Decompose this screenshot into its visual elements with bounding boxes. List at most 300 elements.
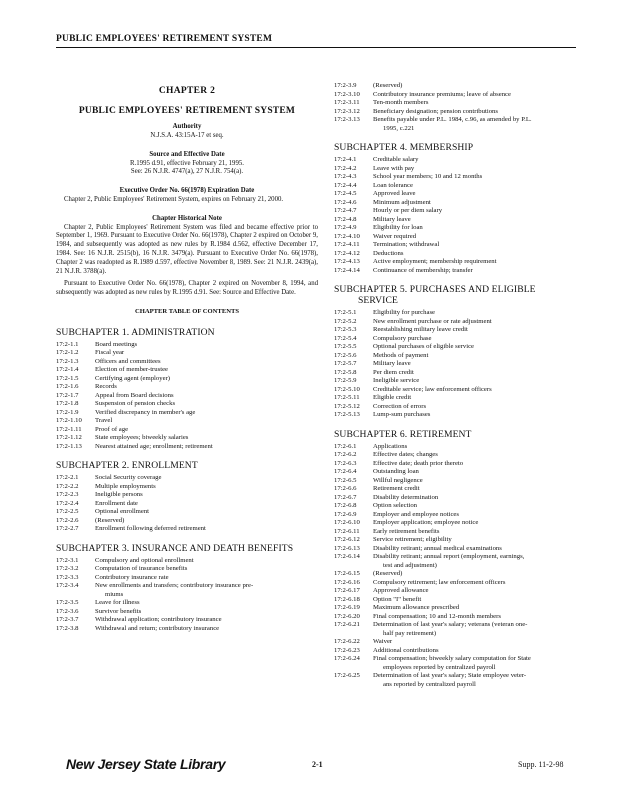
section-title xyxy=(373,647,578,656)
toc-row xyxy=(334,403,578,412)
section-title-text: Nearest attained age; enrollment; retirement xyxy=(95,442,213,450)
toc-row xyxy=(56,500,318,509)
section-number: 17:2-1.3 xyxy=(56,357,79,365)
section-list xyxy=(334,156,578,275)
page-number: 2-1 xyxy=(312,760,323,769)
section-title-text: Methods of payment xyxy=(373,351,429,359)
toc-row xyxy=(56,409,318,418)
section-number: 17:2-4.5 xyxy=(334,190,357,197)
section-title xyxy=(373,638,578,647)
section-title-text: Disability retirant; annual report (employment, earnings, xyxy=(373,553,525,560)
section-number: 17:2-5.1 xyxy=(334,309,357,316)
subchapter-heading xyxy=(56,460,318,471)
section-title xyxy=(373,403,578,412)
section-number: 17:2-4.2 xyxy=(334,164,357,172)
toc-row xyxy=(334,468,578,477)
toc-row xyxy=(334,82,578,91)
toc-row xyxy=(334,394,578,403)
section-title-text: Option selection xyxy=(373,502,418,509)
toc-row xyxy=(334,250,578,259)
subchapter-block xyxy=(334,142,578,275)
section-title-text: School year members; 10 and 12 months xyxy=(373,173,483,180)
section-title-text: Suspension of pension checks xyxy=(95,400,176,408)
section-title xyxy=(373,604,578,613)
section-title xyxy=(373,494,578,503)
toc-row xyxy=(334,267,578,276)
authority-text: N.J.S.A. 43:15A-17 et seq. xyxy=(150,132,224,139)
section-title-text: Contributory insurance premiums; leave of absence xyxy=(373,90,511,98)
history-heading: Chapter Historical Note xyxy=(152,214,222,222)
section-title xyxy=(95,565,318,574)
section-number: 17:2-4.7 xyxy=(334,207,357,214)
chapter-label: CHAPTER 2 xyxy=(158,86,216,96)
section-title-continued: ans reported by centralized payroll xyxy=(383,680,476,688)
toc-row xyxy=(334,477,578,486)
section-number: 17:2-5.4 xyxy=(334,334,357,342)
section-title xyxy=(95,400,318,409)
section-number: 17:2-6.1 xyxy=(334,442,357,450)
toc-row xyxy=(334,647,578,656)
section-title xyxy=(373,267,578,276)
section-number: 17:2-5.10 xyxy=(334,385,360,393)
section-title-text: Employer application; employee notice xyxy=(373,519,479,526)
section-title-text: Creditable service; law enforcement officers xyxy=(373,385,492,393)
section-title xyxy=(373,468,578,477)
toc-row xyxy=(56,434,318,443)
toc-row xyxy=(56,557,318,566)
toc-row xyxy=(334,241,578,250)
section-title-text: Proof of age xyxy=(95,425,129,433)
section-number: 17:2-2.3 xyxy=(56,491,79,499)
section-title-text: Compulsory retirement; law enforcement officers xyxy=(373,578,506,586)
toc-row xyxy=(334,553,578,570)
section-title-text: Eligibility for loan xyxy=(373,224,423,231)
section-title xyxy=(373,352,578,361)
section-title xyxy=(373,587,578,596)
section-number: 17:2-5.9 xyxy=(334,377,357,384)
toc-row xyxy=(334,116,578,133)
section-number: 17:2-1.8 xyxy=(56,400,79,408)
section-title-text: Willful negligence xyxy=(373,476,423,484)
toc-heading: CHAPTER TABLE OF CONTENTS xyxy=(134,307,240,315)
section-title xyxy=(95,517,318,526)
section-number: 17:2-1.9 xyxy=(56,408,79,416)
toc-row xyxy=(334,494,578,503)
section-title xyxy=(373,343,578,352)
section-title xyxy=(373,579,578,588)
eo-text: Chapter 2, Public Employees' Retirement System, expires on February 21, 2000. xyxy=(64,195,284,203)
toc-row xyxy=(56,616,318,625)
section-number: 17:2-1.13 xyxy=(56,442,82,450)
section-title-text: Additional contributions xyxy=(373,646,439,654)
toc-row xyxy=(56,383,318,392)
section-title xyxy=(95,574,318,583)
toc-row xyxy=(334,91,578,100)
section-title xyxy=(373,165,578,174)
subchapter-block xyxy=(334,429,578,690)
toc-row xyxy=(56,565,318,574)
section-number: 17:2-1.1 xyxy=(56,340,79,348)
section-title xyxy=(373,108,578,117)
section-title-text: Determination of last year's salary; veterans (veteran one- xyxy=(373,621,528,628)
section-title-text: Final compensation; 10 and 12-month members xyxy=(373,612,501,620)
section-number: 17:2-3.10 xyxy=(334,90,360,98)
section-number: 17:2-6.9 xyxy=(334,510,357,518)
section-number: 17:2-3.5 xyxy=(56,599,79,607)
chapter-title: PUBLIC EMPLOYEES' RETIREMENT SYSTEM xyxy=(78,106,296,116)
section-title xyxy=(373,570,578,579)
section-title-text: Ineligible service xyxy=(373,377,420,384)
section-title-text: Approved allowance xyxy=(373,587,429,594)
toc-row xyxy=(334,343,578,352)
section-number: 17:2-5.11 xyxy=(334,394,360,401)
section-title-text: Continuance of membership; transfer xyxy=(373,266,473,274)
section-title-text: Eligible credit xyxy=(373,394,412,401)
toc-row xyxy=(334,108,578,117)
toc-row xyxy=(334,485,578,494)
toc-row xyxy=(56,443,318,452)
section-title-text: Correction of errors xyxy=(373,402,427,410)
section-title-text: Outstanding loan xyxy=(373,468,419,475)
section-title xyxy=(373,411,578,420)
section-title xyxy=(373,485,578,494)
toc-row xyxy=(334,173,578,182)
section-number: 17:2-4.9 xyxy=(334,224,357,231)
section-title xyxy=(95,483,318,492)
section-number: 17:2-3.13 xyxy=(334,116,360,123)
section-number: 17:2-6.18 xyxy=(334,595,360,603)
section-number: 17:2-6.23 xyxy=(334,646,360,654)
section-number: 17:2-5.12 xyxy=(334,402,360,410)
section-title xyxy=(95,434,318,443)
toc-row xyxy=(56,417,318,426)
section-title-text: Board meetings xyxy=(95,340,138,348)
section-number: 17:2-6.14 xyxy=(334,553,360,560)
section-number: 17:2-3.11 xyxy=(334,99,360,106)
section-title xyxy=(373,199,578,208)
section-title xyxy=(373,386,578,395)
toc-row xyxy=(334,519,578,528)
subchapter-heading-text: SUBCHAPTER 3. INSURANCE AND DEATH BENEFITS xyxy=(56,542,294,554)
section-title xyxy=(95,366,318,375)
toc-row xyxy=(334,443,578,452)
toc-row xyxy=(56,574,318,583)
right-column xyxy=(334,82,578,698)
left-subchapters xyxy=(56,327,318,634)
section-number: 17:2-1.7 xyxy=(56,391,79,399)
section-number: 17:2-3.4 xyxy=(56,582,79,590)
toc-row xyxy=(334,156,578,165)
section-title-text: Applications xyxy=(373,442,408,450)
toc-row xyxy=(334,360,578,369)
section-number: 17:2-4.6 xyxy=(334,198,357,206)
section-title xyxy=(373,224,578,233)
section-number: 17:2-6.19 xyxy=(334,604,360,611)
toc-row xyxy=(334,216,578,225)
section-title xyxy=(95,474,318,483)
section-number: 17:2-3.8 xyxy=(56,624,79,632)
section-title xyxy=(373,672,578,689)
section-title-text: Final compensation; biweekly salary computation for State xyxy=(373,655,531,662)
toc-row xyxy=(334,224,578,233)
toc-row xyxy=(56,599,318,608)
section-number: 17:2-1.6 xyxy=(56,383,79,391)
section-title-text: Deductions xyxy=(373,249,404,257)
toc-row xyxy=(56,349,318,358)
toc-row xyxy=(56,358,318,367)
subchapter-heading xyxy=(56,327,318,338)
section-title xyxy=(373,377,578,386)
section-title xyxy=(95,349,318,358)
section-number: 17:2-4.10 xyxy=(334,232,360,240)
section-number: 17:2-6.24 xyxy=(334,655,360,662)
toc-row xyxy=(334,613,578,622)
section-title-text: Leave with pay xyxy=(373,164,415,172)
section-title-text: Social Security coverage xyxy=(95,474,162,482)
section-title-text: Employer and employee notices xyxy=(373,510,459,518)
section-list xyxy=(334,443,578,690)
section-number: 17:2-6.22 xyxy=(334,638,360,645)
section-number: 17:2-6.11 xyxy=(334,527,360,535)
section-title-text: (Reserved) xyxy=(373,570,403,577)
section-title-text: Hourly or per diem salary xyxy=(373,207,443,214)
section-title-text: Beneficiary designation; pension contributions xyxy=(373,107,498,115)
section-number: 17:2-6.16 xyxy=(334,578,360,586)
toc-row xyxy=(334,672,578,689)
section-title-text: Eligibility for purchase xyxy=(373,309,436,316)
section-number: 17:2-4.4 xyxy=(334,181,357,189)
section-title-continued: miums xyxy=(105,590,124,598)
section-title-text: Benefits payable under P.L. 1984, c.96, as amended by P.L. xyxy=(373,116,532,123)
section-title xyxy=(95,341,318,350)
section-title-text: Enrollment following deferred retirement xyxy=(95,525,206,533)
toc-row xyxy=(56,375,318,384)
section-title xyxy=(373,99,578,108)
section-number: 17:2-1.2 xyxy=(56,349,79,357)
section-number: 17:2-5.2 xyxy=(334,317,357,325)
section-title-text: Lump-sum purchases xyxy=(373,411,431,418)
section-title xyxy=(95,599,318,608)
section-title-text: Per diem credit xyxy=(373,368,414,376)
toc-row xyxy=(334,386,578,395)
toc-row xyxy=(56,426,318,435)
section-number: 17:2-6.10 xyxy=(334,519,360,526)
toc-row xyxy=(334,207,578,216)
section-title-text: New enrollment purchase or rate adjustment xyxy=(373,317,492,325)
section-title xyxy=(373,258,578,267)
section-title-text: Certifying agent (employer) xyxy=(95,374,171,382)
section-title xyxy=(373,326,578,335)
section-title-text: Disability retirant; annual medical examinations xyxy=(373,544,502,552)
section-title xyxy=(95,525,318,534)
section-list xyxy=(56,474,318,534)
toc-row xyxy=(334,318,578,327)
section-title xyxy=(373,596,578,605)
section-title xyxy=(95,500,318,509)
section-title xyxy=(373,536,578,545)
section-title-text: Fiscal year xyxy=(95,349,125,357)
toc-row xyxy=(56,582,318,599)
section-title-text: New enrollments and transfers; contributory insurance pre- xyxy=(95,582,254,590)
section-number: 17:2-3.7 xyxy=(56,616,79,624)
history-paragraph-1: Chapter 2, Public Employees' Retirement System was filed and became effective prior to September 1, 1969. Pursuant to Executive Order No. 66(1978), Chapter 2 expired on October 9, 1984, and subsequently was adopted as new rules by R.1984 d.562, effective December 17, 1984. See: 16 N.J.R. 2515(b), 16 N.J.R. 3479(a). Pursuant to Executive Order No. 66(1978), Chapter 2 was readopted as R.1989 d.597, effective November 8, 1989. See: 21 N.J.R. 2439(a), 21 N.J.R. 3788(a). xyxy=(56,223,318,275)
section-title-text: Multiple employments xyxy=(95,482,156,490)
section-title-text: Minimum adjustment xyxy=(373,198,431,206)
toc-row xyxy=(334,536,578,545)
section-number: 17:2-3.3 xyxy=(56,573,79,581)
source-line-1: R.1995 d.91, effective February 21, 1995. xyxy=(130,159,244,167)
section-number: 17:2-6.4 xyxy=(334,468,357,475)
subchapter-block xyxy=(56,543,318,634)
section-title-text: Leave for illness xyxy=(95,599,140,607)
section-title-text: Enrollment date xyxy=(95,499,138,507)
section-number: 17:2-4.13 xyxy=(334,258,360,265)
section-title xyxy=(95,443,318,452)
toc-row xyxy=(334,587,578,596)
section-title xyxy=(373,182,578,191)
section-number: 17:2-5.13 xyxy=(334,411,360,418)
toc-row xyxy=(334,309,578,318)
source-heading: Source and Effective Date xyxy=(149,150,225,158)
section-title xyxy=(373,369,578,378)
section-title-text: Termination; withdrawal xyxy=(373,241,440,248)
subchapter-block xyxy=(334,284,578,420)
section-title-text: Appeal from Board decisions xyxy=(95,391,174,399)
section-number: 17:2-2.6 xyxy=(56,516,79,524)
section-title xyxy=(95,383,318,392)
toc-row xyxy=(56,525,318,534)
section-number: 17:2-4.12 xyxy=(334,249,360,257)
section-title xyxy=(373,156,578,165)
section-title-text: Survivor benefits xyxy=(95,607,142,615)
subchapter-heading xyxy=(334,142,578,153)
section-list xyxy=(334,82,578,133)
section-title xyxy=(373,173,578,182)
section-title xyxy=(95,616,318,625)
section-title xyxy=(373,318,578,327)
section-title-text: Approved leave xyxy=(373,190,416,197)
section-title xyxy=(373,502,578,511)
toc-row xyxy=(334,638,578,647)
subchapter-block xyxy=(56,327,318,452)
section-number: 17:2-6.6 xyxy=(334,485,357,492)
toc-row xyxy=(334,377,578,386)
section-title-continued: 1995, c.221 xyxy=(383,124,415,132)
section-title-text: Retirement credit xyxy=(373,485,420,492)
toc-row xyxy=(56,483,318,492)
toc-row xyxy=(334,511,578,520)
section-number: 17:2-3.1 xyxy=(56,556,79,564)
section-title xyxy=(373,335,578,344)
section-title-text: Effective date; death prior thereto xyxy=(373,459,464,467)
section-number: 17:2-4.8 xyxy=(334,215,357,223)
section-title-text: Waiver xyxy=(373,638,393,645)
left-column xyxy=(56,82,318,642)
toc-row xyxy=(334,258,578,267)
section-title-continued: half pay retirement) xyxy=(383,629,437,637)
section-title-text: Waiver required xyxy=(373,232,417,240)
section-number: 17:2-4.1 xyxy=(334,156,357,163)
section-title-text: Compulsory and optional enrollment xyxy=(95,556,194,564)
subchapter-heading-text: SUBCHAPTER 2. ENROLLMENT xyxy=(56,460,198,472)
section-number: 17:2-2.7 xyxy=(56,525,79,533)
section-title-text: Maximum allowance prescribed xyxy=(373,604,460,611)
section-number: 17:2-6.20 xyxy=(334,612,360,620)
section-number: 17:2-5.5 xyxy=(334,343,357,350)
section-number: 17:2-5.6 xyxy=(334,351,357,359)
eo-heading: Executive Order No. 66(1978) Expiration Date xyxy=(119,186,255,194)
section-title xyxy=(95,375,318,384)
section-title xyxy=(373,116,578,133)
section-title xyxy=(373,460,578,469)
section-number: 17:2-6.21 xyxy=(334,621,360,628)
section-title-text: Withdrawal application; contributory insurance xyxy=(95,616,222,624)
section-number: 17:2-5.7 xyxy=(334,360,357,367)
running-head: PUBLIC EMPLOYEES' RETIREMENT SYSTEM xyxy=(56,34,273,44)
section-list xyxy=(56,341,318,452)
section-number: 17:2-6.5 xyxy=(334,476,357,484)
toc-row xyxy=(334,165,578,174)
section-title-text: Officers and committees xyxy=(95,357,161,365)
section-title xyxy=(373,82,578,91)
subchapter-heading xyxy=(334,284,578,306)
section-number: 17:2-6.12 xyxy=(334,536,360,543)
section-title xyxy=(373,519,578,528)
toc-row xyxy=(334,502,578,511)
section-title xyxy=(95,508,318,517)
section-number: 17:2-6.15 xyxy=(334,570,360,577)
subchapter-heading-continued: SERVICE xyxy=(358,295,398,306)
toc-row xyxy=(334,451,578,460)
section-title-text: Ten-month members xyxy=(373,99,429,106)
toc-row xyxy=(334,460,578,469)
section-title-text: Computation of insurance benefits xyxy=(95,565,188,573)
section-title xyxy=(95,426,318,435)
subchapter-heading xyxy=(56,543,318,554)
toc-row xyxy=(334,579,578,588)
section-title-text: Optional enrollment xyxy=(95,508,150,516)
section-number: 17:2-3.2 xyxy=(56,565,79,573)
section-title xyxy=(373,91,578,100)
section-number: 17:2-5.3 xyxy=(334,326,357,333)
section-list xyxy=(334,309,578,420)
toc-row xyxy=(56,491,318,500)
section-title-text: Active employment; membership requirement xyxy=(373,258,497,265)
section-number: 17:2-6.3 xyxy=(334,459,357,467)
toc-row xyxy=(56,608,318,617)
section-number: 17:2-2.5 xyxy=(56,508,79,516)
section-title xyxy=(95,625,318,634)
section-title xyxy=(373,216,578,225)
source-line-2: See: 26 N.J.R. 4747(a), 27 N.J.R. 754(a). xyxy=(130,168,244,176)
toc-row xyxy=(56,625,318,634)
section-number: 17:2-4.14 xyxy=(334,266,360,274)
section-title-text: Effective dates; changes xyxy=(373,451,438,458)
section-title-text: Determination of last year's salary; State employee veter- xyxy=(373,672,527,679)
section-title-continued: test and adjustment) xyxy=(383,561,437,569)
section-title xyxy=(373,477,578,486)
section-title-text: Election of member-trustee xyxy=(95,366,169,374)
section-title xyxy=(373,394,578,403)
toc-row xyxy=(334,326,578,335)
section-number: 17:2-6.13 xyxy=(334,544,360,552)
section-title-text: Records xyxy=(95,383,117,391)
subchapter-block xyxy=(56,460,318,534)
section-number: 17:2-1.4 xyxy=(56,366,79,374)
library-stamp: New Jersey State Library xyxy=(66,756,226,772)
section-title-text: Military leave xyxy=(373,360,411,367)
section-title xyxy=(373,511,578,520)
